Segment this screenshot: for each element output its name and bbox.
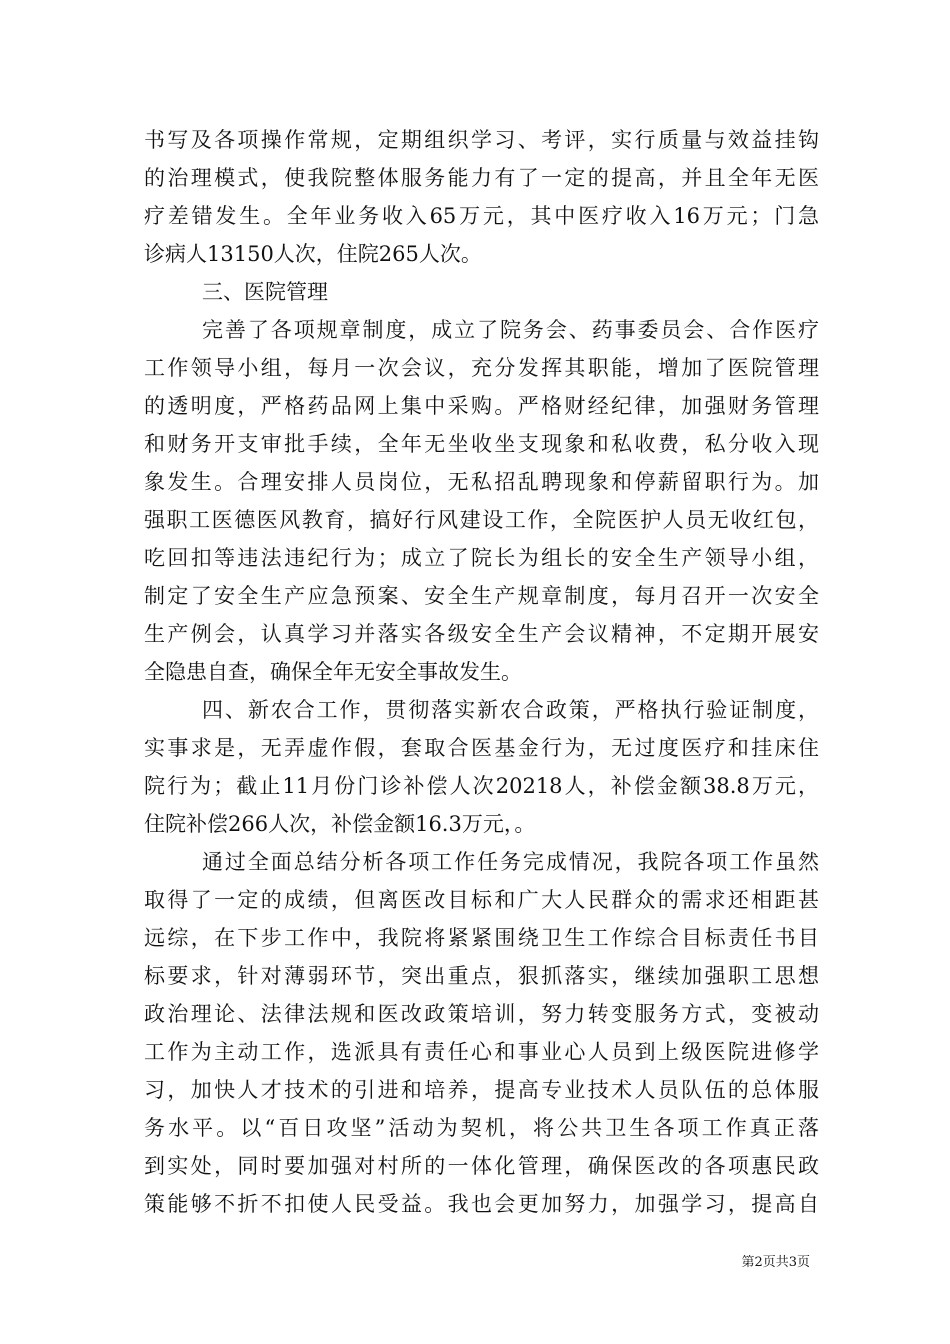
text-line: 工作为主动工作，选派具有责任心和事业心人员到上级医院进修学 xyxy=(144,1040,819,1064)
text-line: 策能够不折不扣使人民受益。我也会更加努力，加强学习，提高自 xyxy=(144,1192,819,1216)
text-line: 全隐患自查，确保全年无安全事故发生。 xyxy=(144,660,522,684)
text-line: 院行为；截止11月份门诊补偿人次20218人，补偿金额38.8万元， xyxy=(144,774,819,798)
text-line: 政治理论、法律法规和医改政策培训，努力转变服务方式，变被动 xyxy=(144,1002,819,1026)
text-line: 到实处，同时要加强对村所的一体化管理，确保医改的各项惠民政 xyxy=(144,1154,819,1178)
text-line: 务水平。以“百日攻坚”活动为契机，将公共卫生各项工作真正落 xyxy=(144,1116,819,1140)
text-line: 吃回扣等违法违纪行为；成立了院长为组长的安全生产领导小组， xyxy=(144,546,819,570)
text-line: 书写及各项操作常规，定期组织学习、考评，实行质量与效益挂钩 xyxy=(144,128,819,152)
text-line: 象发生。合理安排人员岗位，无私招乱聘现象和停薪留职行为。加 xyxy=(144,470,819,494)
document-body xyxy=(144,121,819,1223)
text-line: 强职工医德医风教育，搞好行风建设工作，全院医护人员无收红包， xyxy=(144,508,819,532)
text-line: 的透明度，严格药品网上集中采购。严格财经纪律，加强财务管理 xyxy=(144,394,819,418)
page-number: 第2页共3页 xyxy=(741,1255,810,1270)
text-line: 住院补偿266人次，补偿金额16.3万元，。 xyxy=(144,812,536,836)
text-line: 完善了各项规章制度，成立了院务会、药事委员会、合作医疗 xyxy=(202,318,819,342)
text-line: 实事求是，无弄虚作假，套取合医基金行为，无过度医疗和挂床住 xyxy=(144,736,819,760)
text-line: 制定了安全生产应急预案、安全生产规章制度，每月召开一次安全 xyxy=(144,584,819,608)
text-line: 生产例会，认真学习并落实各级安全生产会议精神，不定期开展安 xyxy=(144,622,819,646)
text-line: 通过全面总结分析各项工作任务完成情况，我院各项工作虽然 xyxy=(202,850,819,874)
section-heading: 四、新农合工作，贯彻落实新农合政策，严格执行验证制度， xyxy=(202,698,819,722)
text-line: 工作领导小组，每月一次会议，充分发挥其职能，增加了医院管理 xyxy=(144,356,819,380)
text-line: 诊病人13150人次，住院265人次。 xyxy=(144,242,482,266)
text-line: 疗差错发生。全年业务收入65万元，其中医疗收入16万元；门急 xyxy=(144,204,819,228)
text-line: 的治理模式，使我院整体服务能力有了一定的提高，并且全年无医 xyxy=(144,166,819,190)
text-line: 标要求，针对薄弱环节，突出重点，狠抓落实，继续加强职工思想 xyxy=(144,964,819,988)
section-heading: 三、医院管理 xyxy=(202,280,328,304)
text-line: 和财务开支审批手续，全年无坐收坐支现象和私收费，私分收入现 xyxy=(144,432,819,456)
text-line: 习，加快人才技术的引进和培养，提高专业技术人员队伍的总体服 xyxy=(144,1078,819,1102)
text-line: 远综，在下步工作中，我院将紧紧围绕卫生工作综合目标责任书目 xyxy=(144,926,819,950)
text-line: 取得了一定的成绩，但离医改目标和广大人民群众的需求还相距甚 xyxy=(144,888,819,912)
